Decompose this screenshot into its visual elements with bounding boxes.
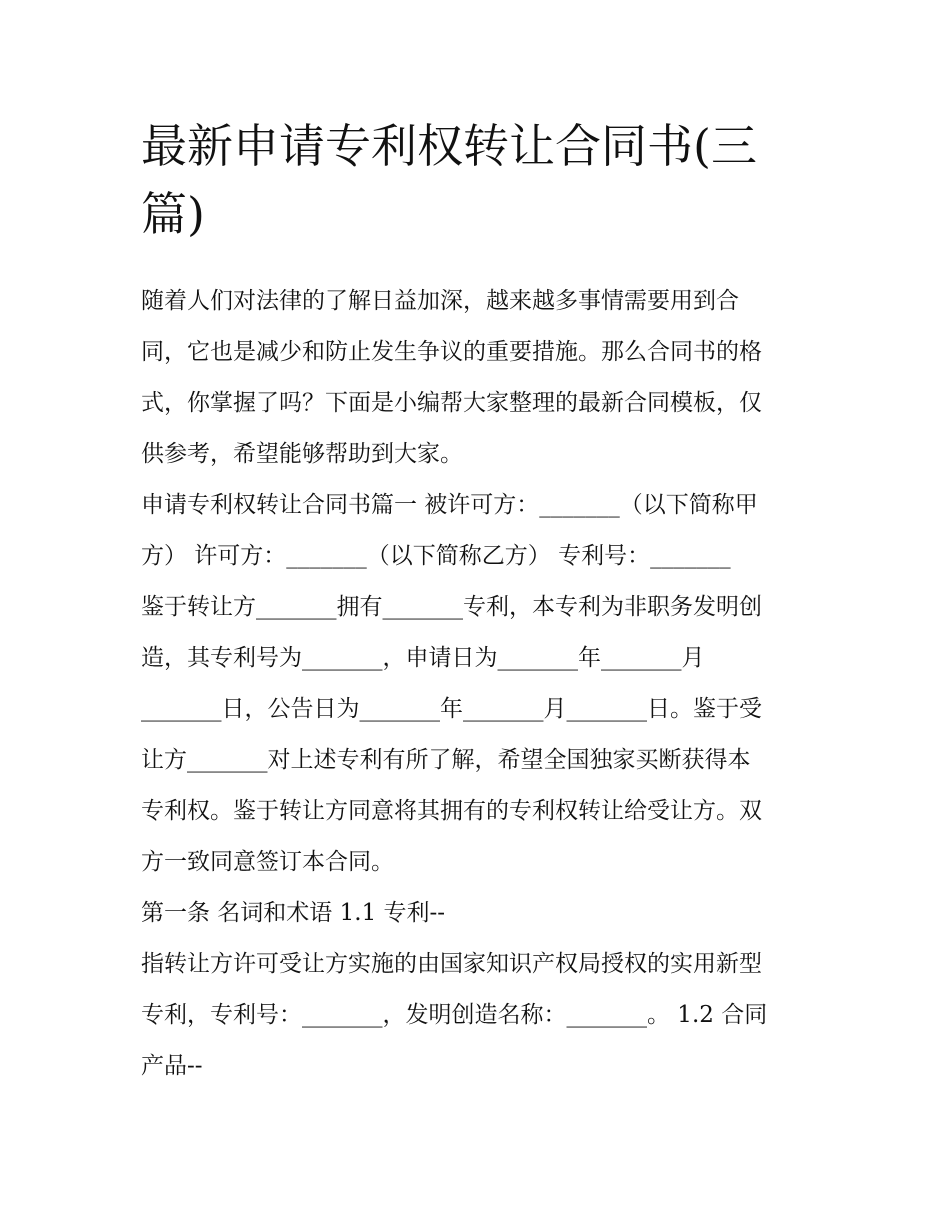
document-content — [141, 112, 813, 1092]
body-line-7: 鉴于转让方_______拥有_______专利，本专利为非职务发明创 — [141, 594, 762, 620]
body-line-3: 式，你掌握了吗？下面是小编帮大家整理的最新合同模板，仅 — [141, 390, 762, 416]
body-line-12: 方一致同意签订本合同。 — [141, 849, 394, 875]
body-line-1: 随着人们对法律的了解日益加深，越来越多事情需要用到合 — [141, 288, 739, 314]
title-line-2: 篇) — [141, 187, 205, 241]
body-line-11: 专利权。鉴于转让方同意将其拥有的专利权转让给受让方。双 — [141, 798, 762, 824]
body-line-15: 专利，专利号：_______，发明创造名称：_______。 1.2 合同 — [141, 1002, 768, 1028]
body-line-10: 让方_______对上述专利有所了解，希望全国独家买断获得本 — [141, 747, 751, 773]
body-line-9: _______日，公告日为_______年_______月_______日。鉴于受 — [141, 696, 762, 722]
title-line-1: 最新申请专利权转让合同书(三 — [141, 119, 757, 173]
body-line-14: 指转让方许可受让方实施的由国家知识产权局授权的实用新型 — [141, 951, 762, 977]
body-line-8: 造，其专利号为_______，申请日为_______年_______月 — [141, 645, 705, 671]
body-line-5: 申请专利权转让合同书篇一 被许可方：_______（以下简称甲 — [141, 492, 758, 518]
document-body — [141, 276, 813, 1092]
body-line-16: 产品-- — [141, 1053, 203, 1079]
body-line-2: 同，它也是减少和防止发生争议的重要措施。那么合同书的格 — [141, 339, 762, 365]
body-line-6: 方） 许可方：_______（以下简称乙方） 专利号：_______ — [141, 543, 731, 569]
document-title — [141, 112, 813, 248]
body-line-13: 第一条 名词和术语 1.1 专利-- — [141, 900, 446, 926]
body-line-4: 供参考，希望能够帮助到大家。 — [141, 441, 463, 467]
